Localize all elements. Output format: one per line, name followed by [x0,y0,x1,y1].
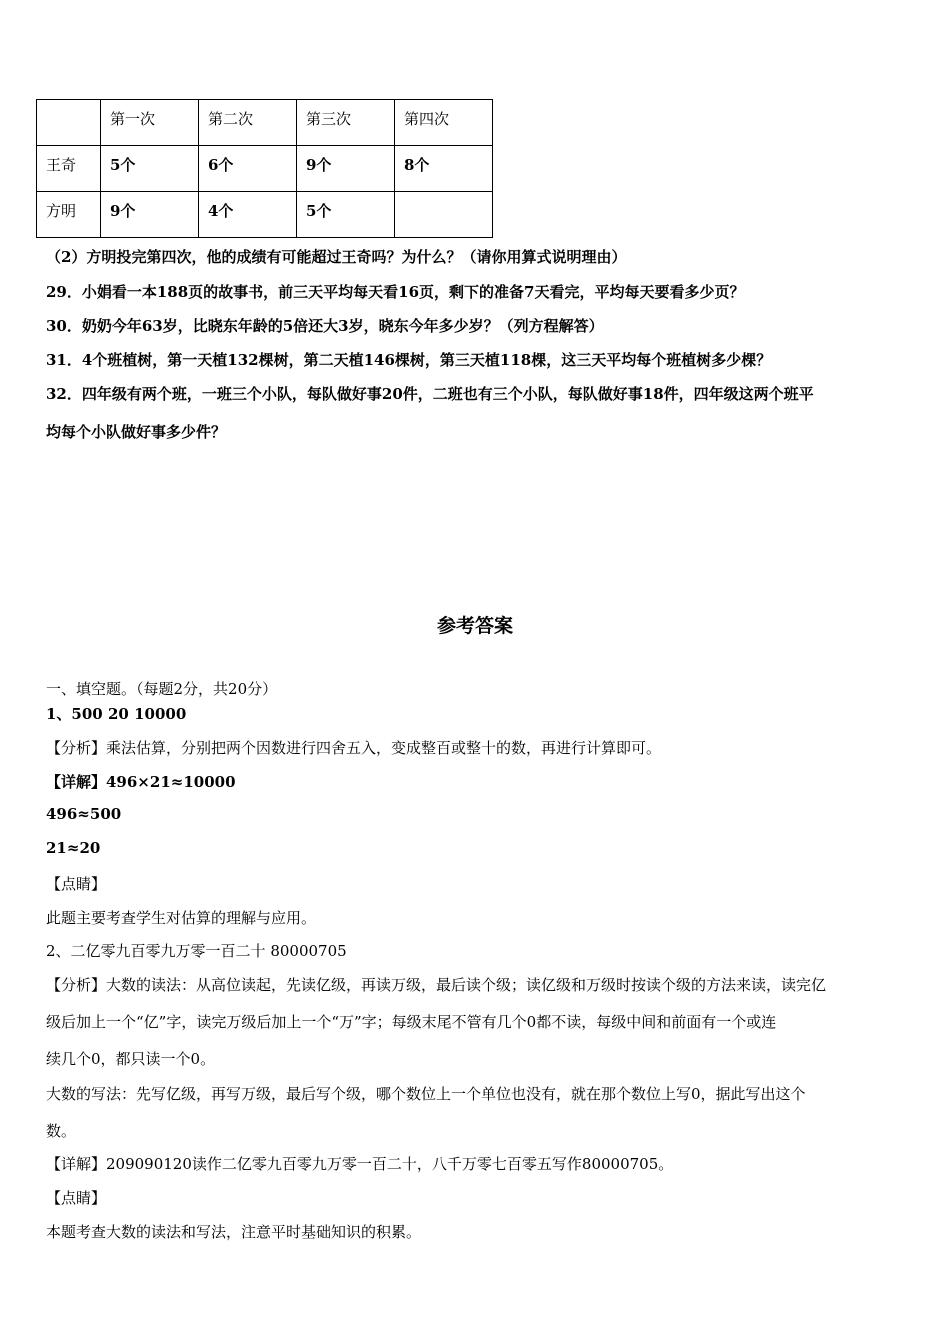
answer-2-detail: 【详解】209090120读作二亿零九百零九万零一百二十，八千万零七百零五写作80000705。 [46,1155,674,1173]
question-31: 31．4个班植树，第一天植132棵树，第二天植146棵树，第三天植118棵，这三天平均每个班植树多少棵？ [46,351,772,369]
answer-2-point-label: 【点睛】 [46,1189,107,1207]
answer-2-analysis-line3: 续几个0，都只读一个0。 [46,1050,216,1068]
table-cell [395,192,493,238]
answer-1-step1: 496≈500 [46,805,122,823]
row-label: 王奇 [37,146,101,192]
question-30: 30．奶奶今年63岁，比晓东年龄的5倍还大3岁，晓东今年多少岁？（列方程解答） [46,317,604,335]
answers-title: 参考答案 [436,615,513,637]
answer-2-write-line1: 大数的写法：先写亿级，再写万级，最后写个级，哪个数位上一个单位也没有，就在那个数位上写0，据此写出这个 [46,1085,806,1103]
table-header-cell: 第四次 [395,100,493,146]
answer-1-step2: 21≈20 [46,839,101,857]
table-cell [37,100,101,146]
table-header-cell: 第一次 [101,100,199,146]
table-cell: 9个 [297,146,395,192]
table-header-row [37,100,493,146]
table-cell: 9个 [101,192,199,238]
table-cell: 4个 [199,192,297,238]
answer-1-detail: 【详解】496×21≈10000 [46,773,236,791]
table-header-cell: 第二次 [199,100,297,146]
answer-2-write-line2: 数。 [46,1122,77,1140]
table-row [37,146,493,192]
question-29: 29．小娟看一本188页的故事书，前三天平均每天看16页，剩下的准备7天看完，平均每天要看多少页？ [46,283,745,301]
row-label: 方明 [37,192,101,238]
table-cell: 6个 [199,146,297,192]
answer-1-point-label: 【点睛】 [46,875,107,893]
answer-2-analysis-line2: 级后加上一个“亿”字，读完万级后加上一个“万”字；每级末尾不管有几个0都不读，每级中间和前面有一个或连 [46,1013,777,1031]
answer-1-point: 此题主要考查学生对估算的理解与应用。 [46,909,317,927]
table-row [37,192,493,238]
question-28-2: （2）方明投完第四次，他的成绩有可能超过王奇吗？为什么？（请你用算式说明理由） [46,248,627,266]
answer-1: 1、500 20 10000 [46,705,187,723]
table-header-cell: 第三次 [297,100,395,146]
table-cell: 8个 [395,146,493,192]
answer-1-analysis: 【分析】乘法估算，分别把两个因数进行四舍五入，变成整百或整十的数，再进行计算即可。 [46,739,662,757]
question-32-line1: 32．四年级有两个班，一班三个小队，每队做好事20件，二班也有三个小队，每队做好事18件，四年级这两个班平 [46,385,814,403]
table-cell: 5个 [101,146,199,192]
score-table [36,99,493,238]
answer-2: 2、二亿零九百零九万零一百二十 80000705 [46,942,347,960]
answer-2-analysis-line1: 【分析】大数的读法：从高位读起，先读亿级，再读万级，最后读个级；读亿级和万级时按读个级的方法来读，读完亿 [46,976,827,994]
answer-2-point: 本题考查大数的读法和写法，注意平时基础知识的积累。 [46,1223,422,1241]
question-32-line2: 均每个小队做好事多少件？ [46,423,227,441]
table-cell: 5个 [297,192,395,238]
section-heading: 一、填空题。（每题2分，共20分） [46,680,278,698]
